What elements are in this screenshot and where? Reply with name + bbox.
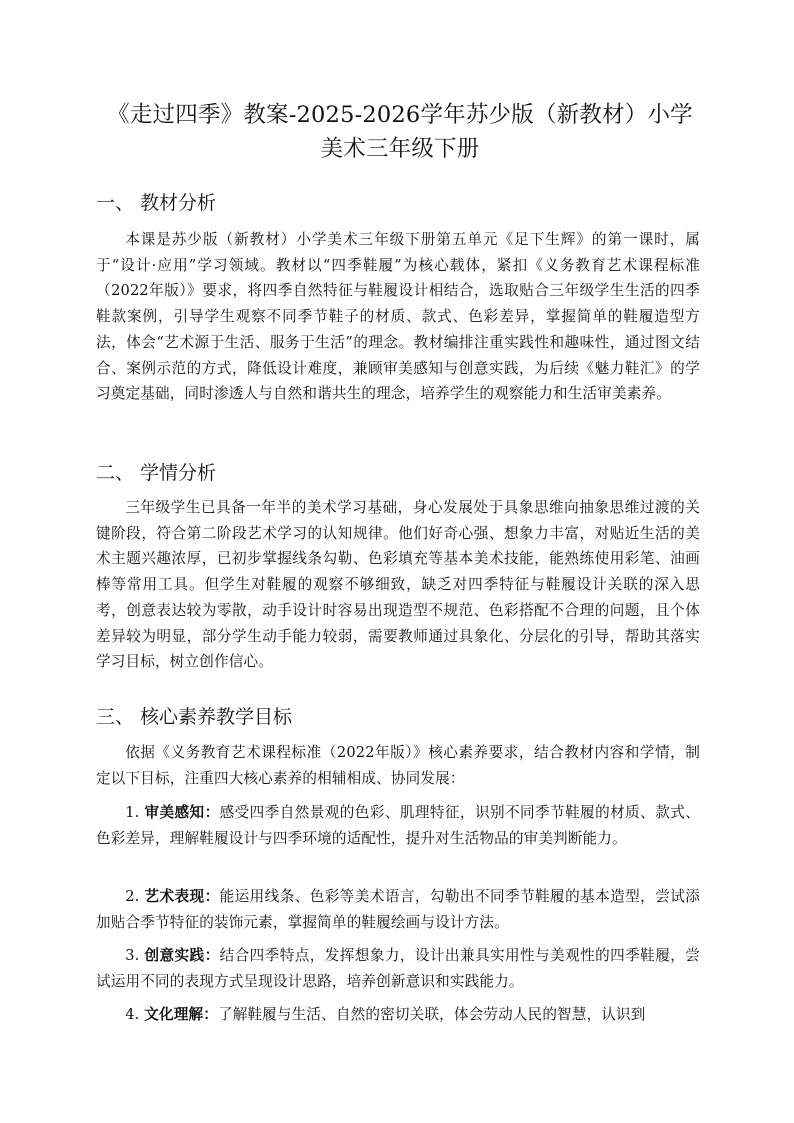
goal-text: 了解鞋履与生活、自然的密切关联，体会劳动人民的智慧，认识到 xyxy=(217,1006,646,1023)
goal-label: 审美感知： xyxy=(144,804,220,821)
goal-item xyxy=(96,1002,700,1028)
goal-text: 能运用线条、色彩等美术语言，勾勒出不同季节鞋履的基本造型，尝试添加贴合季节特征的装饰元素，掌握简单的鞋履绘画与设计方法。 xyxy=(96,888,700,931)
goal-label: 艺术表现： xyxy=(144,888,220,905)
section-heading-textbook-analysis: 一、 教材分析 xyxy=(96,192,217,214)
goals-intro-paragraph: 依据《义务教育艺术课程标准（2022年版）》核心素养要求，结合教材内容和学情，制定以下目标，注重四大核心素养的相辅相成、协同发展： xyxy=(96,744,700,787)
title-line-1: 《走过四季》教案-2025-2026学年苏少版（新教材）小学 xyxy=(107,102,693,128)
title-line-2: 美术三年级下册 xyxy=(320,136,480,162)
goal-number: 4. xyxy=(125,1006,140,1023)
goal-label: 创意实践： xyxy=(144,947,220,964)
textbook-analysis-paragraph: 本课是苏少版（新教材）小学美术三年级下册第五单元《足下生辉》的第一课时，属于“设计·应用”学习领域。教材以“四季鞋履”为核心载体，紧扣《义务教育艺术课程标准（2022年版）》要求，将四季自然特征与鞋履设计相结合，选取贴合三年级学生生活的四季鞋款案例，引导学生观察不同季节鞋子的材质、款式、色彩差异，掌握简单的鞋履造型方法，体会“艺术源于生活、服务于生活”的理念。教材编排注重实践性和趣味性，通过图文结合、案例示范的方式，降低设计难度，兼顾审美感知与创意实践，为后续《魅力鞋汇》的学习奠定基础，同时渗透人与自然和谐共生的理念，培养学生的观察能力和生活审美素养。 xyxy=(96,231,700,403)
goal-item xyxy=(96,943,700,994)
goal-number: 2. xyxy=(125,888,140,905)
goal-number: 1. xyxy=(125,804,140,821)
goal-text: 结合四季特点，发挥想象力，设计出兼具实用性与美观性的四季鞋履，尝试运用不同的表现方式呈现设计思路，培养创新意识和实践能力。 xyxy=(96,947,700,990)
goal-label: 文化理解： xyxy=(144,1006,218,1023)
goal-number: 3. xyxy=(125,947,140,964)
section-heading-teaching-goals: 三、 核心素养教学目标 xyxy=(96,706,293,728)
goal-text: 感受四季自然景观的色彩、肌理特征，识别不同季节鞋履的材质、款式、色彩差异，理解鞋履设计与四季环境的适配性，提升对生活物品的审美判断能力。 xyxy=(96,804,700,847)
goal-item xyxy=(96,884,700,935)
section-heading-learner-analysis: 二、 学情分析 xyxy=(96,462,217,484)
goal-item xyxy=(96,800,700,851)
learner-analysis-paragraph: 三年级学生已具备一年半的美术学习基础，身心发展处于具象思维向抽象思维过渡的关键阶段，符合第二阶段艺术学习的认知规律。他们好奇心强、想象力丰富，对贴近生活的美术主题兴趣浓厚，已初步掌握线条勾勒、色彩填充等基本美术技能，能熟练使用彩笔、油画棒等常用工具。但学生对鞋履的观察不够细致，缺乏对四季特征与鞋履设计关联的深入思考，创意表达较为零散，动手设计时容易出现造型不规范、色彩搭配不合理的问题，且个体差异较为明显，部分学生动手能力较弱，需要教师通过具象化、分层化的引导，帮助其落实学习目标，树立创作信心。 xyxy=(96,499,700,671)
document-title xyxy=(90,98,710,166)
